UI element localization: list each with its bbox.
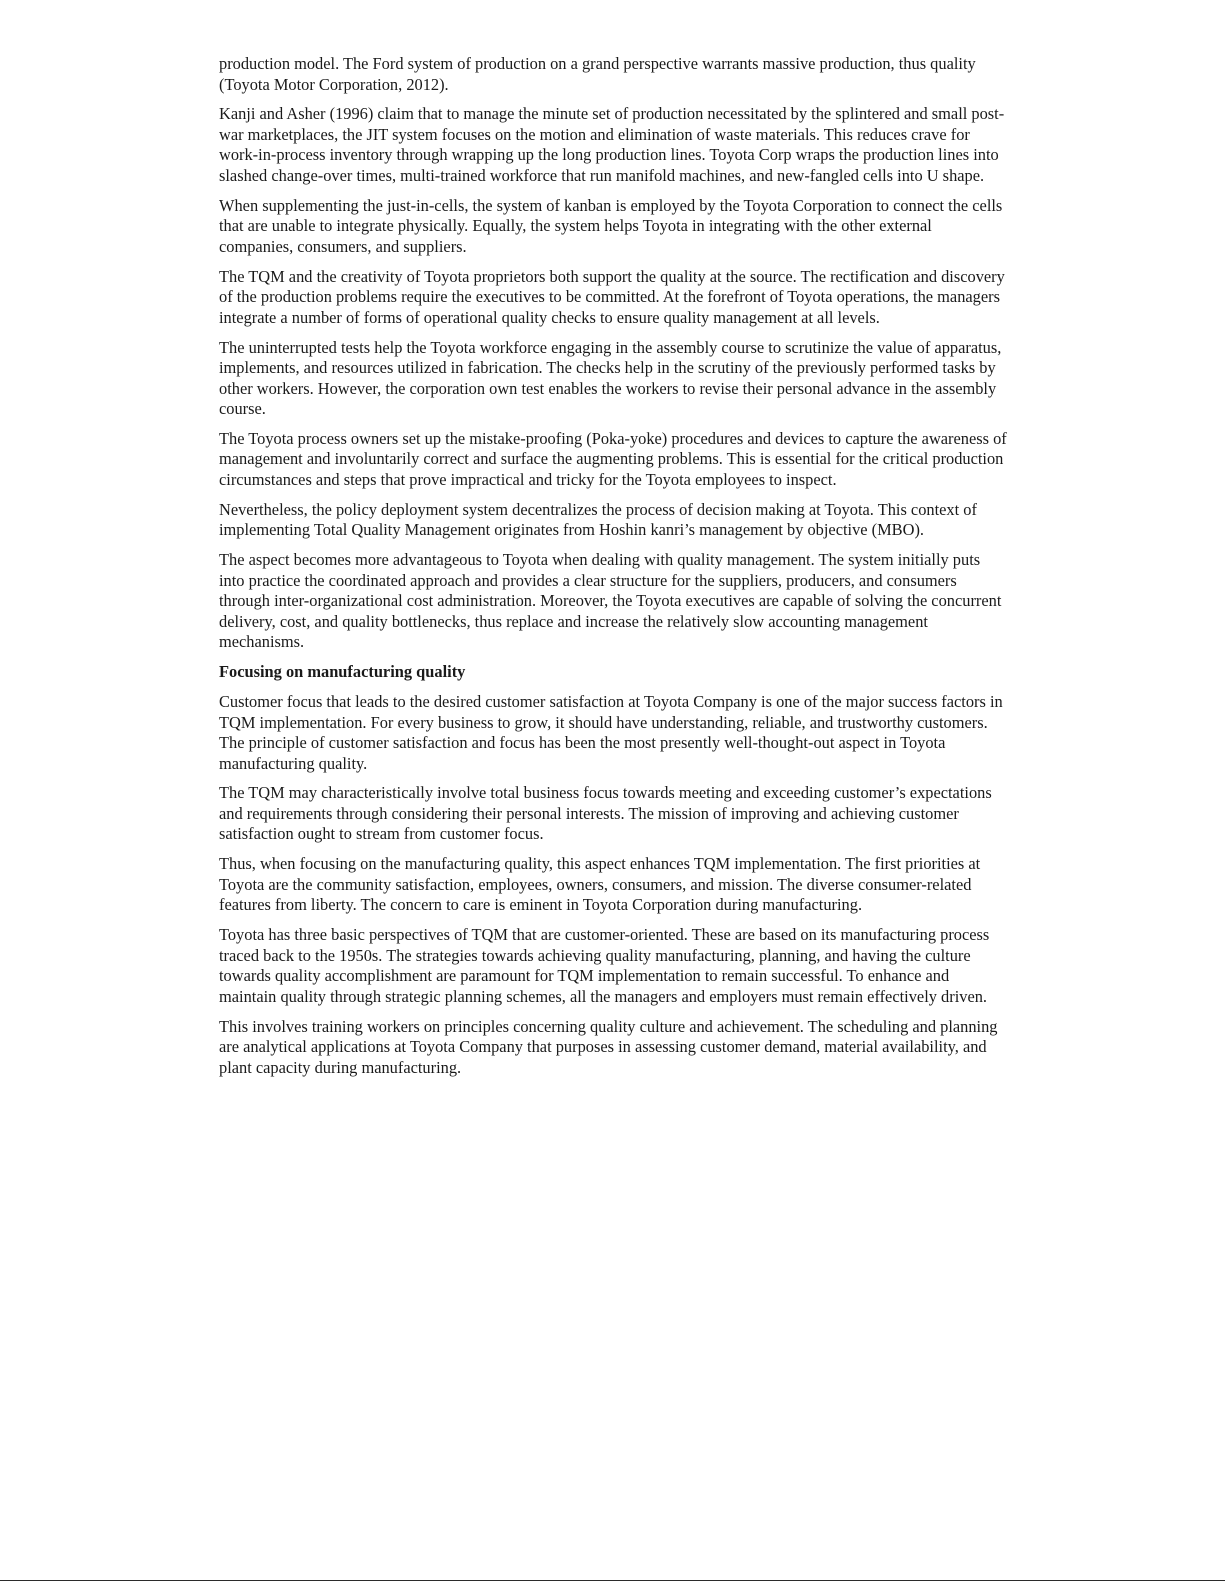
paragraph-uninterrupted-tests: The uninterrupted tests help the Toyota workforce engaging in the assembly course to scrutinize the value of apparatus, implements, and resources utilized in fabrication. The checks help in the scrutiny of the previously performed tasks by other workers. However, the corporation own test enables the workers to revise their personal advance in the assembly course.	[219, 337, 1002, 419]
document-page	[219, 54, 1008, 1087]
paragraph-quality-at-source: The TQM and the creativity of Toyota proprietors both support the quality at the source. The rectification and discovery of the production problems require the executives to be committed. At the forefront of Toyota operations, the managers integrate a number of forms of operational quality checks to ensure quality management at all levels.	[219, 266, 1005, 327]
section-heading: Focusing on manufacturing quality	[219, 662, 466, 682]
paragraph-policy-deployment: Nevertheless, the policy deployment system decentralizes the process of decision making at Toyota. This context of implementing Total Quality Management originates from Hoshin kanri’s management by objective (MBO).	[219, 499, 977, 540]
paragraph-poka-yoke: The Toyota process owners set up the mistake-proofing (Poka-yoke) procedures and devices to capture the awareness of management and involuntarily correct and surface the augmenting problems. This is essential for the critical production circumstances and steps that prove impractical and tricky for the Toyota employees to inspect.	[219, 428, 1007, 489]
paragraph-training-workers: This involves training workers on principles concerning quality culture and achievement. The scheduling and planning are analytical applications at Toyota Company that purposes in assessing customer demand, material availability, and plant capacity during manufacturing.	[219, 1016, 998, 1077]
paragraph-jit-system: Kanji and Asher (1996) claim that to manage the minute set of production necessitated by the splintered and small post-war marketplaces, the JIT system focuses on the motion and elimination of waste materials. This reduces crave for work-in-process inventory through wrapping up the long production lines. Toyota Corp wraps the production lines into slashed change-over times, multi-trained workforce that run manifold machines, and new-fangled cells into U shape.	[219, 104, 1005, 185]
paragraph-quality-management: The aspect becomes more advantageous to Toyota when dealing with quality management. The system initially puts into practice the coordinated approach and provides a clear structure for the suppliers, producers, and consumers through inter-organizational cost administration. Moreover, the Toyota executives are capable of solving the concurrent delivery, cost, and quality bottlenecks, thus replace and increase the relatively slow accounting management mechanisms.	[219, 550, 1002, 652]
paragraph-customer-focus: Customer focus that leads to the desired customer satisfaction at Toyota Company is one of the major success factors in TQM implementation. For every business to grow, it should have understanding, reliable, and trustworthy customers. The principle of customer satisfaction and focus has been the most presently well-thought-out aspect in Toyota manufacturing quality.	[219, 692, 1003, 773]
page-bottom-divider	[0, 1580, 1225, 1581]
paragraph-manufacturing-quality: Thus, when focusing on the manufacturing quality, this aspect enhances TQM implementation. The first priorities at Toyota are the community satisfaction, employees, owners, consumers, and mission. The diverse consumer-related features from liberty. The concern to care is eminent in Toyota Corporation during manufacturing.	[219, 854, 981, 915]
paragraph-ford-production: production model. The Ford system of production on a grand perspective warrants massive production, thus quality (Toyota Motor Corporation, 2012).	[219, 54, 976, 94]
paragraph-three-perspectives: Toyota has three basic perspectives of TQM that are customer-oriented. These are based on its manufacturing process traced back to the 1950s. The strategies towards achieving quality manufacturing, planning, and having the culture towards quality accomplishment are paramount for TQM implementation to remain successful. To enhance and maintain quality through strategic planning schemes, all the managers and employers must remain effectively driven.	[219, 925, 990, 1006]
paragraph-tqm-business-focus: The TQM may characteristically involve total business focus towards meeting and exceeding customer’s expectations and requirements through considering their personal interests. The mission of improving and achieving customer satisfaction ought to stream from customer focus.	[219, 783, 992, 844]
paragraph-kanban: When supplementing the just-in-cells, the system of kanban is employed by the Toyota Corporation to connect the cells that are unable to integrate physically. Equally, the system helps Toyota in integrating with the other external companies, consumers, and suppliers.	[219, 195, 1003, 256]
